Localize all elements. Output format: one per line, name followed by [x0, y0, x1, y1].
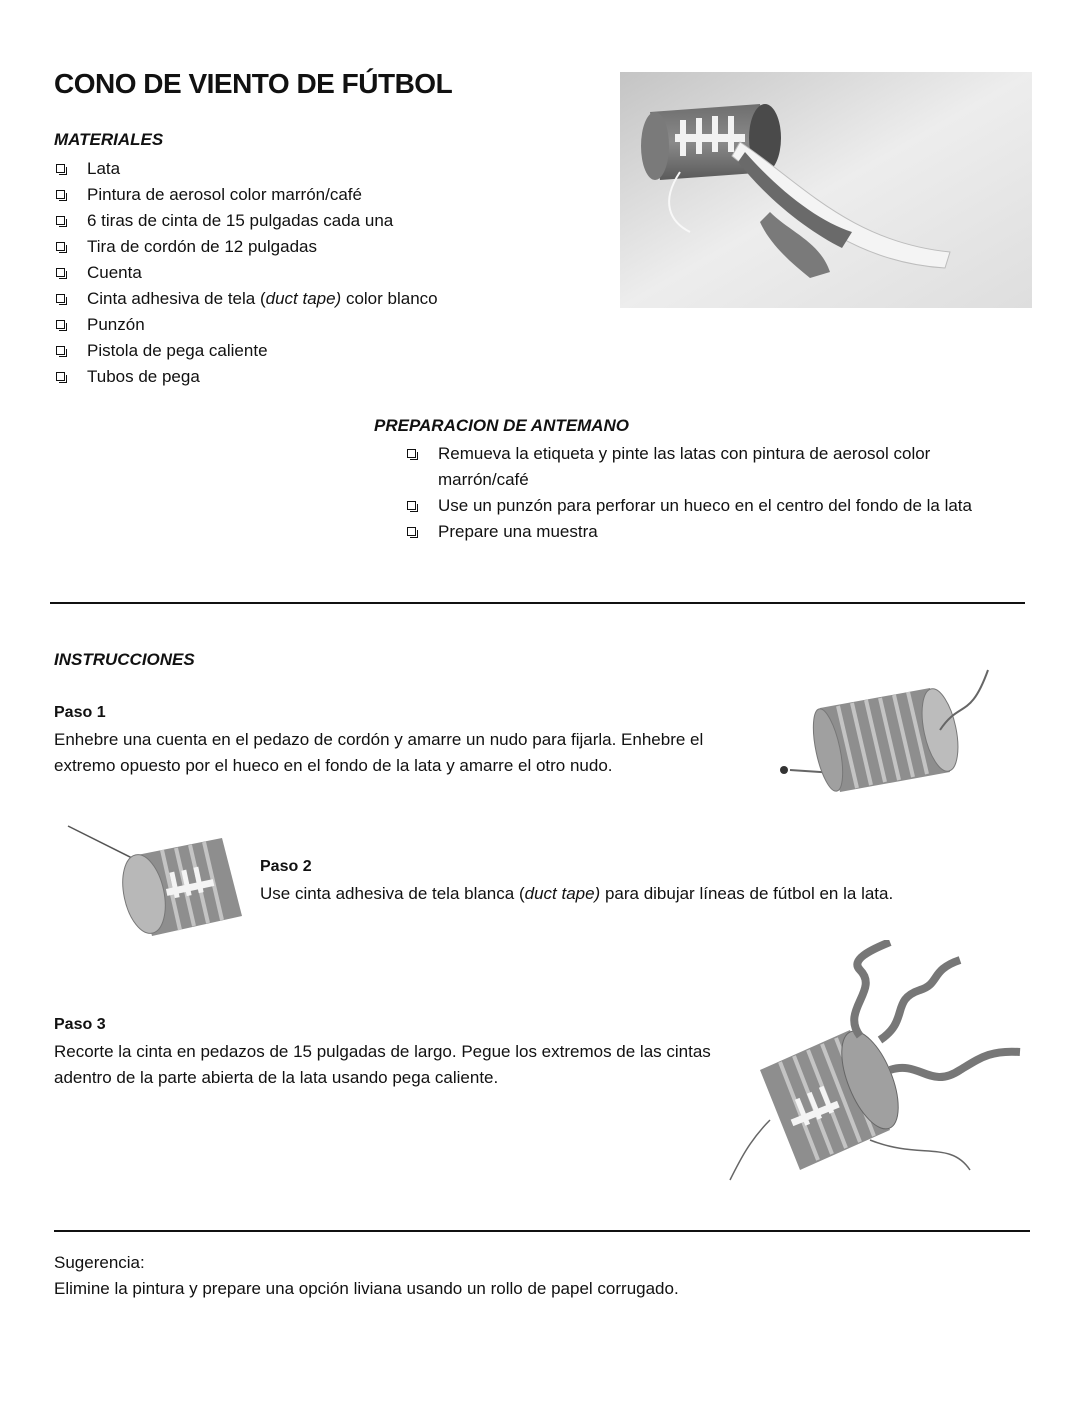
step-2-label: Paso 2 — [260, 858, 312, 875]
checkbox-icon — [56, 372, 65, 381]
checkbox-icon — [56, 242, 65, 251]
preparation-heading: PREPARACION DE ANTEMANO — [374, 416, 630, 435]
list-item: Cuenta — [54, 260, 574, 286]
section-divider — [54, 1230, 1030, 1232]
section-divider — [50, 602, 1025, 604]
step-1-text: Enhebre una cuenta en el pedazo de cordón y amarre un nudo para fijarla. Enhebre el extremo opuesto por el hueco en el fondo de la lata y amarre el otro nudo. — [54, 730, 704, 775]
tip-label: Sugerencia: — [54, 1253, 145, 1272]
list-item: Pistola de pega caliente — [54, 338, 574, 364]
step-1-illustration — [760, 660, 1000, 800]
step-2-illustration — [62, 820, 262, 950]
list-item: 6 tiras de cinta de 15 pulgadas cada una — [54, 208, 574, 234]
checkbox-icon — [56, 164, 65, 173]
instructions-heading: INSTRUCCIONES — [54, 650, 195, 669]
list-item: Tubos de pega — [54, 364, 574, 390]
checkbox-icon — [407, 527, 416, 536]
page-title: CONO DE VIENTO DE FÚTBOL — [54, 68, 453, 99]
step-3-illustration — [720, 940, 1040, 1190]
checkbox-icon — [56, 346, 65, 355]
list-item: Remueva la etiqueta y pinte las latas con pintura de aerosol color marrón/café — [405, 441, 1020, 493]
list-item: Pintura de aerosol color marrón/café — [54, 182, 574, 208]
tip-text: Elimine la pintura y prepare una opción liviana usando un rollo de papel corrugado. — [54, 1279, 679, 1298]
finished-windsock-photo — [620, 72, 1032, 308]
list-item: Cinta adhesiva de tela (duct tape) color blanco — [54, 286, 574, 312]
checkbox-icon — [56, 294, 65, 303]
checkbox-icon — [56, 320, 65, 329]
list-item: Prepare una muestra — [405, 519, 1020, 545]
step-1-label: Paso 1 — [54, 704, 106, 721]
preparation-list — [405, 441, 1020, 545]
step-3-text: Recorte la cinta en pedazos de 15 pulgadas de largo. Pegue los extremos de las cintas adentro de la parte abierta de la lata usando pega caliente. — [54, 1042, 711, 1087]
checkbox-icon — [56, 268, 65, 277]
checkbox-icon — [407, 501, 416, 510]
materials-list — [54, 156, 574, 390]
step-2-text: Use cinta adhesiva de tela blanca (duct tape) para dibujar líneas de fútbol en la lata. — [260, 884, 894, 903]
list-item: Punzón — [54, 312, 574, 338]
step-3-label: Paso 3 — [54, 1016, 106, 1033]
checkbox-icon — [407, 449, 416, 458]
checkbox-icon — [56, 190, 65, 199]
materials-heading: MATERIALES — [54, 130, 164, 149]
list-item: Tira de cordón de 12 pulgadas — [54, 234, 574, 260]
list-item: Use un punzón para perforar un hueco en el centro del fondo de la lata — [405, 493, 1020, 519]
list-item: Lata — [54, 156, 574, 182]
checkbox-icon — [56, 216, 65, 225]
